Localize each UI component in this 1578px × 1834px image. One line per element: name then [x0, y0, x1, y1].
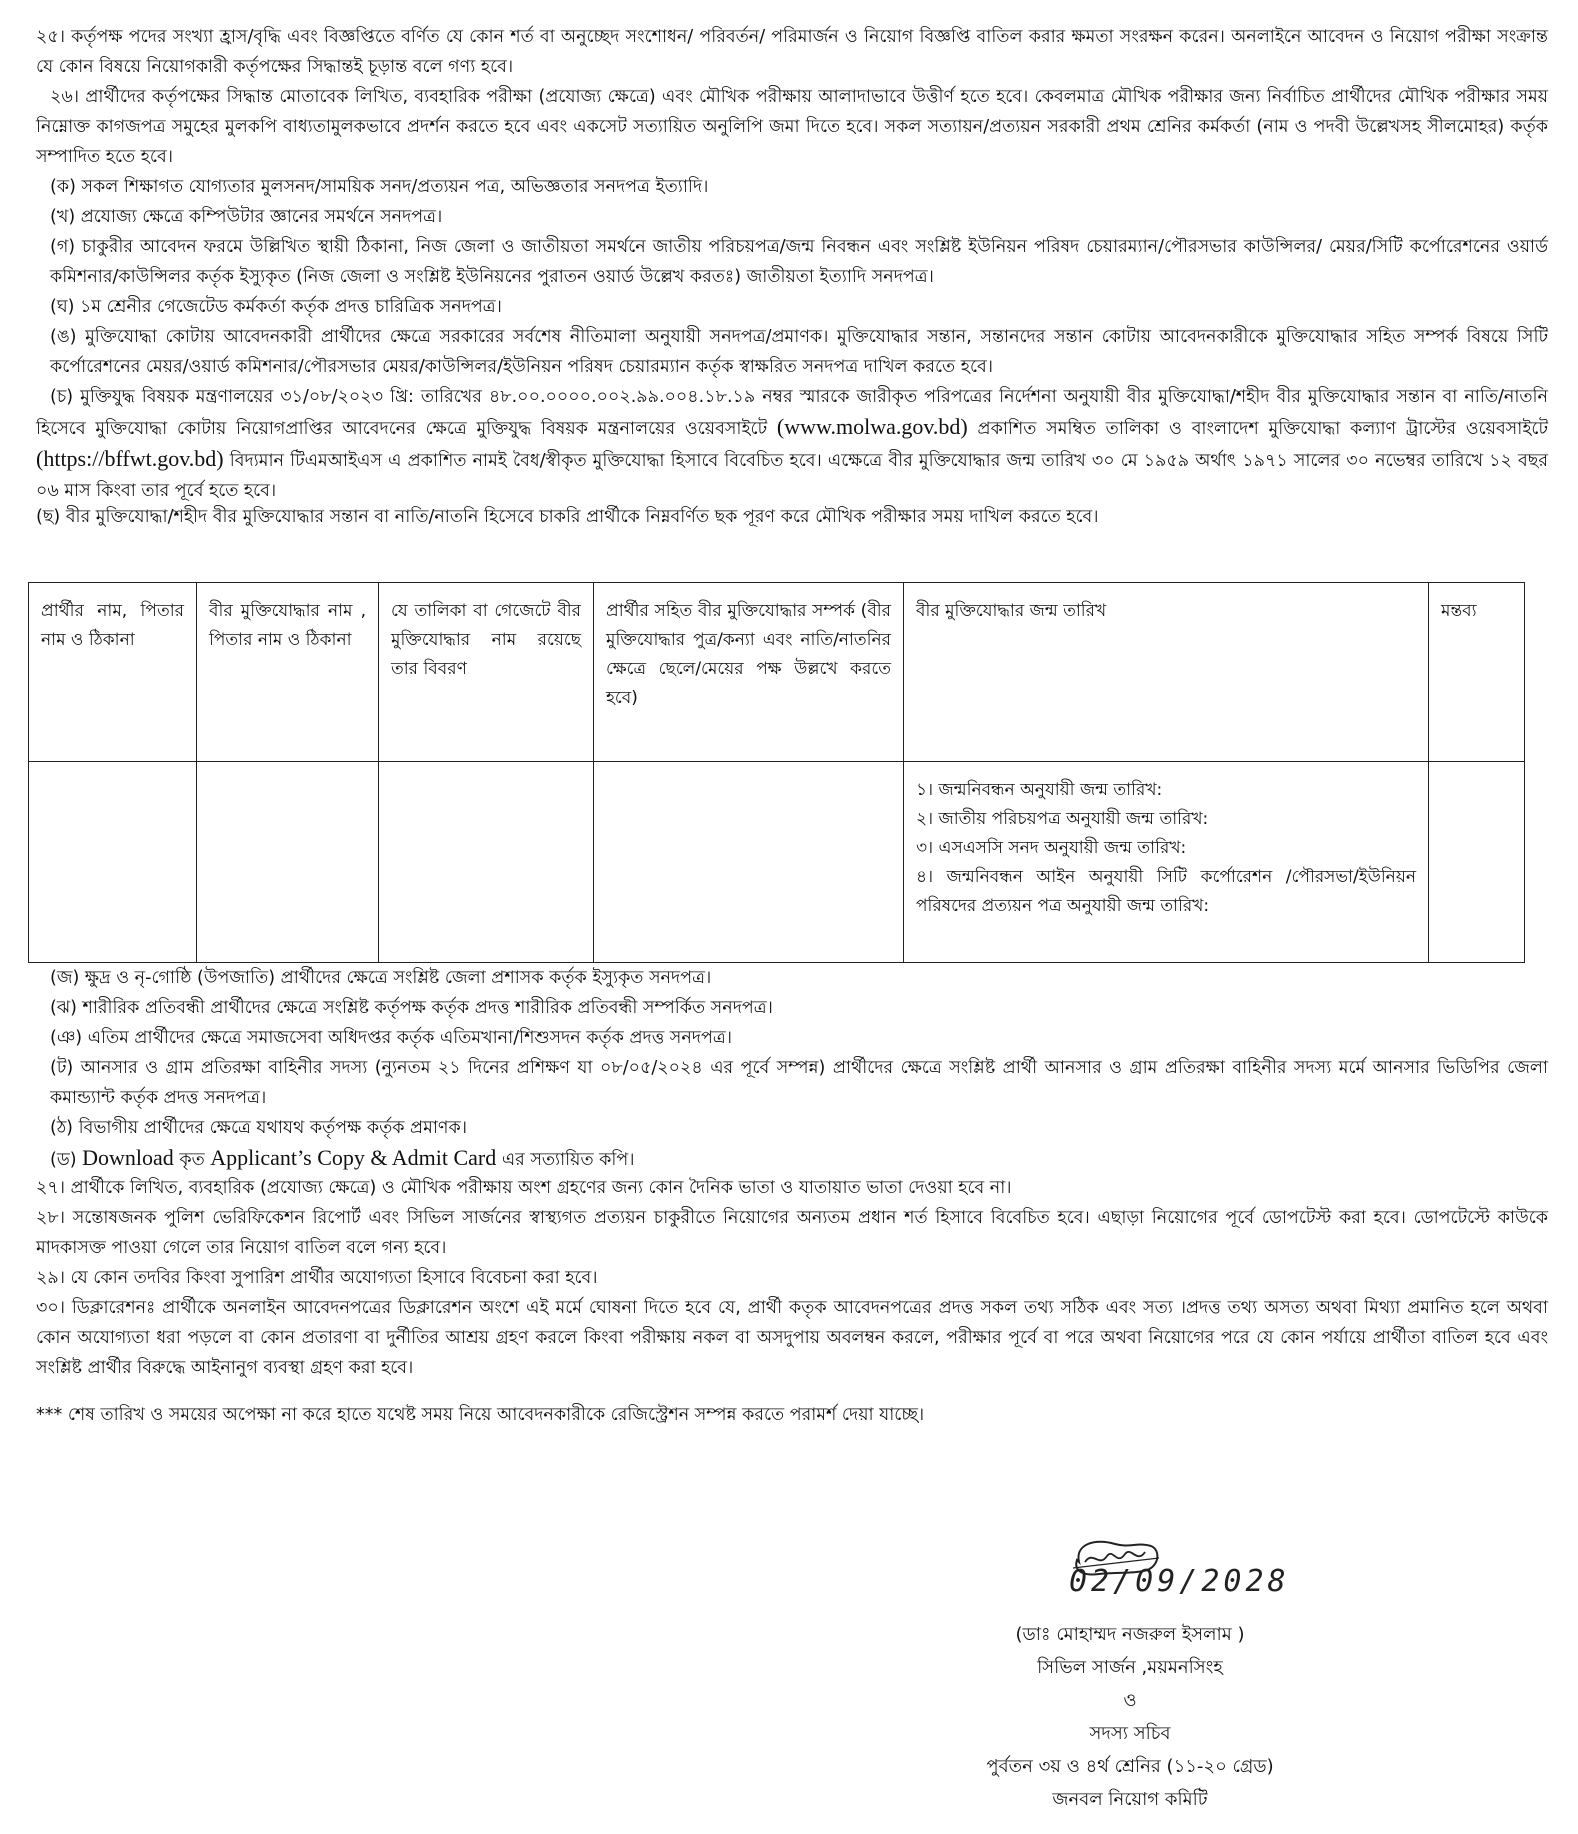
item-da-text-2: কৃত — [173, 1150, 211, 1170]
item-uma: (ঙ) মুক্তিযোদ্ধা কোটায় আবেদনকারী প্রার্থীদের ক্ষেত্রে সরকারের সর্বশেষ নীতিমালা অনুযায়ী সনদপত্র/প্রমাণক। মুক্তিযোদ্ধার সন্তান, সন্তানদের সন্তান কোটায় আবেদনকারীকে মুক্তিযোদ্ধার সহিত সম্পর্ক বিষয়ে সিটি কর্পোরেশনের মেয়র/ওয়ার্ড কমিশনার/পৌরসভার মেয়র/কাউন্সিলর/ইউনিয়ন পরিষদ চেয়ারম্যান কর্তৃক স্বাক্ষরিত সনদপত্র দাখিল করতে হবে। — [50, 327, 1548, 377]
item-gha: (ঘ) ১ম শ্রেনীর গেজেটেড কর্মকর্তা কর্তৃক প্রদত্ত চারিত্রিক সনদপত্র। — [50, 297, 502, 317]
item-ja: (জ) ক্ষুদ্র ও নৃ-গোষ্ঠি (উপজাতি) প্রার্থীদের ক্ষেত্রে সংশ্লিষ্ট জেলা প্রশাসক কর্তৃক ইস্যুকৃত সনদপত্র। — [50, 968, 712, 988]
table-header-row — [29, 583, 1525, 762]
signatory-role: সদস্য সচিব — [1089, 1723, 1171, 1744]
paragraph-29: ২৯। যে কোন তদবির কিংবা সুপারিশ প্রার্থীর অযোগ্যতা হিসাবে বিবেচনা করা হবে। — [36, 1268, 598, 1288]
signatory-name: (ডাঃ মোহাম্মদ নজরুল ইসলাম ) — [1015, 1624, 1245, 1645]
item-da-text-3: এর সত্যায়িত কপি। — [496, 1150, 635, 1170]
applicant-copy-admit-card: Applicant’s Copy & Admit Card — [210, 1145, 497, 1170]
table-header-cell: বীর মুক্তিযোদ্ধার জন্ম তারিখ — [904, 583, 1429, 762]
item-nya: (ঞ) এতিম প্রার্থীদের ক্ষেত্রে সমাজসেবা অধিদপ্তর কর্তৃক এতিমখানা/শিশুসদন কর্তৃক প্রদত্ত সনদপত্র। — [50, 1028, 732, 1048]
item-cha-text-2: প্রকাশিত সমম্বিত তালিকা ও বাংলাদেশ মুক্তিযোদ্ধা কল্যাণ ট্রাস্টের ওয়েবসাইটে — [967, 419, 1548, 439]
committee-line-2: জনবল নিয়োগ কমিটি — [1052, 1789, 1208, 1810]
item-cha-text-1: (চ) মুক্তিযুদ্ধ বিষয়ক মন্ত্রণালয়ের ৩১/০৮/২০২৩ খ্রি: তারিখের ৪৮.০০.০০০০.০০২.৯৯.০০৪.১৮.১৯ নম্বর স্মারকে জারীকৃত পরিপত্রের নির্দেশনা অনুযায়ী বীর মুক্তিযোদ্ধা/শহীদ বীর মুক্তিযোদ্ধার সন্তান বা নাতি/নাতনি হিসেবে মুক্তিযোদ্ধা কোটায় নিয়োগপ্রাপ্তির আবেদনের ক্ষেত্রে মুক্তিযুদ্ধ বিষয়ক মন্ত্রনালয়ের ওয়েবসাইটে — [36, 387, 1548, 439]
table-cell-empty — [594, 762, 904, 963]
dob-line: ২। জাতীয় পরিচয়পত্র অনুযায়ী জন্ম তারিখ: — [916, 809, 1209, 829]
dob-cell — [904, 762, 1429, 963]
item-ga: (গ) চাকুরীর আবেদন ফরমে উল্লিখিত স্থায়ী ঠিকানা, নিজ জেলা ও জাতীয়তা সমর্থনে জাতীয় পরিচয়পত্র/জন্ম নিবন্ধন এবং সংশ্লিষ্ট ইউনিয়ন পরিষদ চেয়ারম্যান/পৌরসভার কাউন্সিলর/ মেয়র/সিটি কর্পোরেশনের ওয়ার্ড কমিশনার/কাউন্সিলর কর্তৃক ইস্যুকৃত (নিজ জেলা ও সংশ্লিষ্ট ইউনিয়নের পুরাতন ওয়ার্ড উল্লেখ করতঃ) জাতীয়তা ইত্যাদি সনদপত্র। — [50, 237, 1548, 287]
item-tha: (ঠ) বিভাগীয় প্রার্থীদের ক্ষেত্রে যথাযথ কর্তৃপক্ষ কর্তৃক প্রমাণক। — [50, 1118, 467, 1138]
paragraph-28: ২৮। সন্তোষজনক পুলিশ ভেরিফিকেশন রিপোর্ট এবং সিভিল সার্জনের স্বাস্থ্যগত প্রত্যয়ন চাকুরীতে নিয়োগের অন্যতম প্রধান শর্ত হিসাবে বিবেচিত হবে। এছাড়া নিয়োগের পূর্বে ডোপটেস্ট করা হবে। ডোপটেস্টে কাউকে মাদকাসক্ত পাওয়া গেলে তার নিয়োগ বাতিল বলে গন্য হবে। — [36, 1208, 1548, 1258]
item-cha-text-3: বিদ্যমান টিএমআইএস এ প্রকাশিত নামই বৈধ/স্বীকৃত মুক্তিযোদ্ধা হিসাবে বিবেচিত হবে। এক্ষেত্রে বীর মুক্তিযোদ্ধার জন্ম তারিখ ৩০ মে ১৯৫৯ অর্থাৎ ১৯৭১ সালের ৩০ নভেম্বর তারিখে ১২ বছর ০৬ মাস কিংবা তার পূর্বে হতে হবে। — [36, 451, 1548, 501]
download-word: Download — [82, 1145, 174, 1170]
item-da — [50, 1143, 1548, 1175]
table-header-cell: বীর মুক্তিযোদ্ধার নাম , পিতার নাম ও ঠিকানা — [197, 583, 379, 762]
item-da-text-1: (ড) — [50, 1150, 83, 1170]
molwa-url: (www.molwa.gov.bd) — [776, 414, 968, 439]
signature-date: 02/09/2028 — [1069, 1564, 1290, 1599]
table-cell-empty — [1429, 762, 1525, 963]
table-header-cell: যে তালিকা বা গেজেটে বীর মুক্তিযোদ্ধার নাম রয়েছে তার বিবরণ — [379, 583, 594, 762]
paragraph-27: ২৭। প্রার্থীকে লিখিত, ব্যবহারিক (প্রযোজ্য ক্ষেত্রে) ও মৌখিক পরীক্ষায় অংশ গ্রহণের জন্য কোন দৈনিক ভাতা ও যাতায়াত ভাতা দেওয়া হবে না। — [36, 1178, 1012, 1198]
paragraph-26: ২৬। প্রার্থীদের কর্তৃপক্ষের সিদ্ধান্ত মোতাবেক লিখিত, ব্যবহারিক পরীক্ষা (প্রযোজ্য ক্ষেত্রে) এবং মৌখিক পরীক্ষায় আলাদাভাবে উত্তীর্ণ হতে হবে। কেবলমাত্র মৌখিক পরীক্ষার জন্য নির্বাচিত প্রার্থীদের মৌখিক পরীক্ষার সময় নিম্নোক্ত কাগজপত্র সমুহের মুলকপি বাধ্যতামুলকভাবে প্রদর্শন করতে হবে এবং একসেট সত্যায়িত অনুলিপি জমা দিতে হবে। সকল সত্যায়ন/প্রত্যয়ন সরকারী প্রথম শ্রেনির কর্মকর্তা (নাম ও পদবী উল্লেখসহ সীলমোহর) কর্তৃক সম্পাদিত হতে হবে। — [36, 87, 1549, 167]
dob-line: ১। জন্মনিবন্ধন অনুযায়ী জন্ম তারিখ: — [916, 780, 1163, 800]
table-header-cell: মন্তব্য — [1429, 583, 1525, 762]
signatory-and: ও — [1123, 1690, 1137, 1711]
table-cell-empty — [197, 762, 379, 963]
signatory-block — [900, 1618, 1360, 1816]
paragraph-30: ৩০। ডিক্লারেশনঃ প্রার্থীকে অনলাইন আবেদনপত্রের ডিক্লারেশন অংশে এই মর্মে ঘোষনা দিতে হবে যে, প্রার্থী কতৃক আবেদনপত্রের প্রদত্ত সকল তথ্য সঠিক এবং সত্য ।প্রদত্ত তথ্য অসত্য অথবা মিথ্যা প্রমানিত হলে অথবা কোন অযোগ্যতা ধরা পড়লে বা কোন প্রতারণা বা দুর্নীতির আশ্রয় গ্রহণ করলে কিংবা পরীক্ষায় নকল বা অসদুপায় অবলম্বন করলে, পরীক্ষার পূর্বে বা পরে অথবা নিয়োগের পরে যে কোন পর্যায়ে প্রার্থীতা বাতিল হবে এবং সংশ্লিষ্ট প্রার্থীর বিরুদ্ধে আইনানুগ ব্যবস্থা গ্রহণ করা হবে। — [36, 1298, 1548, 1378]
committee-line-1: পুর্বতন ৩য় ও ৪র্থ শ্রেনির (১১-২০ গ্রেড) — [986, 1756, 1274, 1777]
dob-line: ৩। এসএসসি সনদ অনুযায়ী জন্ম তারিখ: — [916, 838, 1187, 858]
item-jha: (ঝ) শারীরিক প্রতিবন্ধী প্রার্থীদের ক্ষেত্রে সংশ্লিষ্ট কর্তৃপক্ষ কর্তৃক প্রদত্ত শারীরিক প্রতিবন্ধী সম্পর্কিত সনদপত্র। — [50, 998, 773, 1018]
signatory-designation: সিভিল সার্জন ,ময়মনসিংহ — [1037, 1657, 1223, 1678]
table-header-cell: প্রার্থীর নাম, পিতার নাম ও ঠিকানা — [29, 583, 197, 762]
paragraph-25: ২৫। কর্তৃপক্ষ পদের সংখ্যা হ্রাস/বৃদ্ধি এবং বিজ্ঞপ্তিতে বর্ণিত যে কোন শর্ত বা অনুচ্ছেদ সংশোধন/ পরিবর্তন/ পরিমার্জন ও নিয়োগ বিজ্ঞপ্তি বাতিল করার ক্ষমতা সংরক্ষন করেন। অনলাইনে আবেদন ও নিয়োগ পরীক্ষা সংক্রান্ত যে কোন বিষয়ে নিয়োগকারী কর্তৃপক্ষের সিদ্ধান্তই চূড়ান্ত বলে গণ্য হবে। — [36, 27, 1548, 77]
table-cell-empty — [379, 762, 594, 963]
freedom-fighter-table — [28, 582, 1525, 963]
table-header-cell: প্রার্থীর সহিত বীর মুক্তিযোদ্ধার সম্পর্ক (বীর মুক্তিযোদ্ধার পুত্র/কন্যা এবং নাতি/নাতনির ক্ষেত্রে ছেলে/মেয়ের পক্ষ উল্লখে করতে হবে) — [594, 583, 904, 762]
bffwt-url: (https://bffwt.gov.bd) — [36, 446, 224, 471]
dob-line: ৪। জন্মনিবন্ধন আইন অনুযায়ী সিটি কর্পোরেশন /পৌরসভা/ইউনিয়ন পরিষদের প্রত্যয়ন পত্র অনুযায়ী জন্ম তারিখ: — [916, 867, 1416, 916]
item-cha — [36, 382, 1548, 506]
item-ta: (ট) আনসার ও গ্রাম প্রতিরক্ষা বাহিনীর সদস্য (ন্যুনতম ২১ দিনের প্রশিক্ষণ যা ০৮/০৫/২০২৪ এর পূর্বে সম্পন্ন) প্রার্থীদের ক্ষেত্রে সংশ্লিষ্ট প্রার্থী আনসার ও গ্রাম প্রতিরক্ষা বাহিনীর সদস্য মর্মে আনসার ভিডিপির জেলা কমান্ড্যান্ট কর্তৃক প্রদত্ত সনদপত্র। — [50, 1058, 1548, 1108]
handwritten-signature — [1055, 1522, 1355, 1612]
table-cell-empty — [29, 762, 197, 963]
table-row — [29, 762, 1525, 963]
item-ka: (ক) সকল শিক্ষাগত যোগ্যতার মুলসনদ/সাময়িক সনদ/প্রত্যয়ন পত্র, অভিজ্ঞতার সনদপত্র ইত্যাদি। — [50, 177, 709, 197]
advisory-note: *** শেষ তারিখ ও সময়ের অপেক্ষা না করে হাতে যথেষ্ট সময় নিয়ে আবেদনকারীকে রেজিস্ট্রেশন সম্পন্ন করতে পরামর্শ দেয়া যাচ্ছে। — [36, 1405, 925, 1425]
item-chha: (ছ) বীর মুক্তিযোদ্ধা/শহীদ বীর মুক্তিযোদ্ধার সন্তান বা নাতি/নাতনি হিসেবে চাকরি প্রার্থীকে নিম্নবর্ণিত ছক পূরণ করে মৌখিক পরীক্ষার সময় দাখিল করতে হবে। — [36, 507, 1099, 527]
item-kha: (খ) প্রযোজ্য ক্ষেত্রে কম্পিউটার জ্ঞানের সমর্থনে সনদপত্র। — [50, 207, 443, 227]
